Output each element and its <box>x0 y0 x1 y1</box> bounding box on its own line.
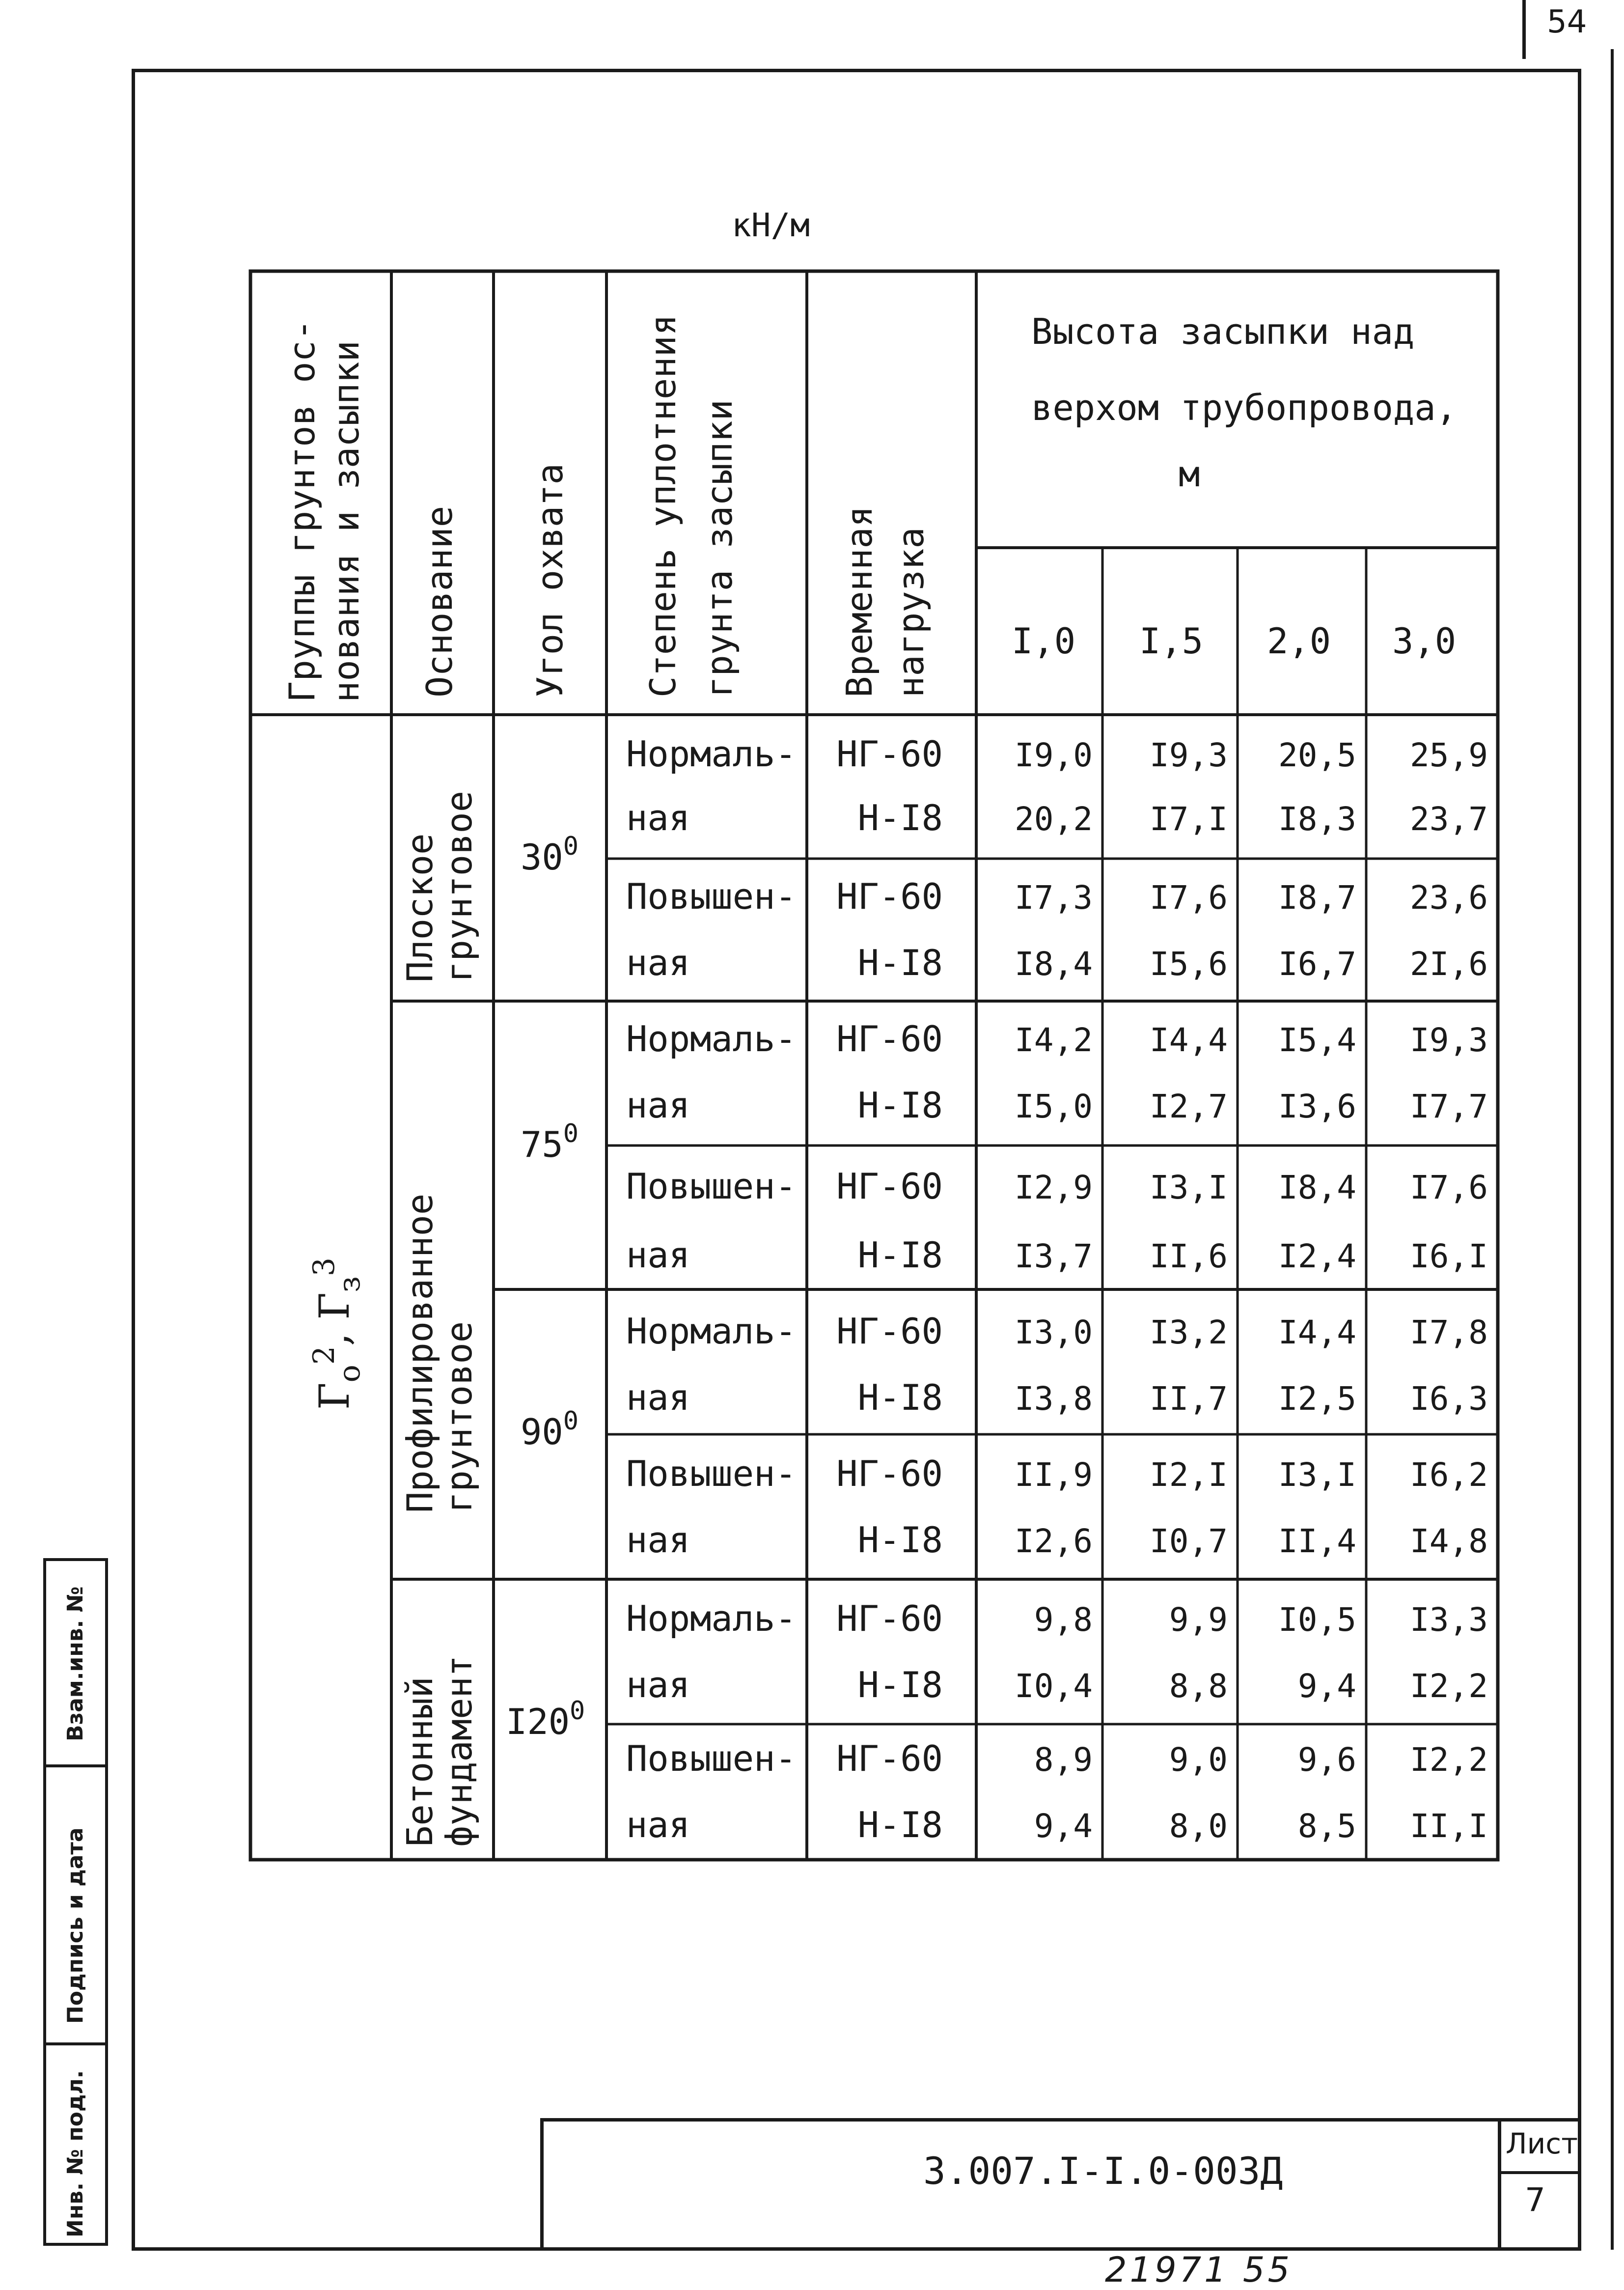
load-label: Н-I8 <box>857 1234 943 1276</box>
load-label: Н-I8 <box>857 797 943 838</box>
table-cell: I5,4 <box>1278 1021 1356 1059</box>
table-cell: II,9 <box>1015 1456 1093 1494</box>
table-cell: I0,5 <box>1278 1601 1356 1639</box>
table-cell: II,7 <box>1150 1380 1228 1418</box>
handwritten-note: 21971 55 <box>1105 2250 1293 2290</box>
load-label: НГ-60 <box>836 1166 943 1207</box>
table-cell: I3,6 <box>1278 1088 1356 1125</box>
table-cell: I4,4 <box>1278 1313 1356 1351</box>
compaction-label: Повышен- <box>626 1738 797 1779</box>
compaction-label: ная <box>626 1377 690 1418</box>
table-cell: I2,4 <box>1278 1237 1356 1275</box>
table-cell: I7,7 <box>1410 1088 1488 1125</box>
load-label: Н-I8 <box>857 1085 943 1126</box>
table-cell: I0,7 <box>1150 1522 1228 1560</box>
table-cell: 23,6 <box>1410 879 1488 917</box>
table-cell: I8,4 <box>1278 1169 1356 1206</box>
table-cell: I3,8 <box>1015 1380 1093 1418</box>
table-cell: I3,3 <box>1410 1601 1488 1639</box>
table-cell: 9,0 <box>1169 1741 1228 1779</box>
header-base: Основание <box>419 505 460 698</box>
table-cell: I7,3 <box>1015 879 1093 917</box>
table-cell: I3,2 <box>1150 1313 1228 1351</box>
table-cell: 9,8 <box>1034 1601 1093 1639</box>
compaction-label: ная <box>626 797 690 838</box>
table-cell: I4,4 <box>1150 1021 1228 1059</box>
base-concrete-line1: Бетонный <box>399 1676 440 1847</box>
compaction-label: ная <box>626 1804 690 1845</box>
table-cell: I8,7 <box>1278 879 1356 917</box>
height-col-4: 3,0 <box>1392 620 1457 662</box>
table-cell: I2,2 <box>1410 1741 1488 1779</box>
compaction-label: Повышен- <box>626 1453 797 1494</box>
sheet-label: Лист <box>1506 2127 1578 2160</box>
table-cell: 9,4 <box>1034 1807 1093 1845</box>
load-label: НГ-60 <box>836 1453 943 1494</box>
load-label: Н-I8 <box>857 942 943 983</box>
load-label: НГ-60 <box>836 1311 943 1352</box>
compaction-label: Повышен- <box>626 876 797 917</box>
table-cell: I2,6 <box>1015 1522 1093 1560</box>
table-cell: 20,2 <box>1015 800 1093 838</box>
compaction-label: ная <box>626 1085 690 1126</box>
angle-75: $75^0$ <box>521 1119 579 1165</box>
soil-group-label: $Г_о^2$, $Г_з^3$ <box>307 1257 367 1410</box>
table-cell: I6,2 <box>1410 1456 1488 1494</box>
base-flat-line2: грунтовое <box>439 790 480 982</box>
header-groups-line2: нования и засыпки <box>326 340 367 702</box>
height-col-2: I,5 <box>1139 620 1204 662</box>
table-cell: 9,9 <box>1169 1601 1228 1639</box>
units-label: кН/м <box>732 206 810 244</box>
height-col-1: I,0 <box>1012 620 1076 662</box>
strip-divider <box>43 2042 108 2045</box>
table-cell: I2,5 <box>1278 1380 1356 1418</box>
table-cell: 23,7 <box>1410 800 1488 838</box>
page-number: 54 <box>1547 4 1587 40</box>
table-cell: 9,4 <box>1297 1667 1356 1705</box>
table-cell: I2,2 <box>1410 1667 1488 1705</box>
angle-90: $90^0$ <box>521 1406 579 1452</box>
table-cell: II,6 <box>1150 1237 1228 1275</box>
table-cell: 8,8 <box>1169 1667 1228 1705</box>
load-label: НГ-60 <box>836 1738 943 1779</box>
table-cell: I9,3 <box>1150 736 1228 774</box>
load-label: Н-I8 <box>857 1519 943 1561</box>
table-cell: I3,7 <box>1015 1237 1093 1275</box>
table-cell: 25,9 <box>1410 736 1488 774</box>
height-col-3: 2,0 <box>1267 620 1331 662</box>
load-label: Н-I8 <box>857 1804 943 1845</box>
table-cell: I7,I <box>1150 800 1228 838</box>
table-cell: I6,7 <box>1278 945 1356 983</box>
table-cell: I3,I <box>1150 1169 1228 1206</box>
base-flat-line1: Плоское <box>399 833 440 982</box>
base-profiled-line1: Профилированное <box>399 1193 440 1513</box>
table-cell: 2I,6 <box>1410 945 1488 983</box>
compaction-label: Нормаль- <box>626 1311 797 1352</box>
table-cell: I8,3 <box>1278 800 1356 838</box>
table-cell: I2,I <box>1150 1456 1228 1494</box>
table-cell: 9,6 <box>1297 1741 1356 1779</box>
table-cell: I4,8 <box>1410 1522 1488 1560</box>
table-cell: 8,0 <box>1169 1807 1228 1845</box>
compaction-label: Нормаль- <box>626 1018 797 1060</box>
strip-divider <box>43 1764 108 1767</box>
sheet-number: 7 <box>1525 2181 1545 2219</box>
table-cell: I8,4 <box>1015 945 1093 983</box>
header-load-line2: нагрузка <box>890 527 932 698</box>
angle-120: $I20^0$ <box>506 1696 585 1742</box>
compaction-label: ная <box>626 1519 690 1561</box>
header-compaction-line2: грунта засыпки <box>699 399 740 698</box>
table-cell: I2,9 <box>1015 1169 1093 1206</box>
load-label: Н-I8 <box>857 1377 943 1418</box>
document-number: 3.007.I-I.0-003Д <box>923 2149 1283 2193</box>
load-label: НГ-60 <box>836 733 943 775</box>
base-concrete-line2: фундамент <box>439 1655 480 1847</box>
base-profiled-line2: грунтовое <box>439 1321 480 1513</box>
table-cell: I3,I <box>1278 1456 1356 1494</box>
angle-30: $30^0$ <box>521 832 579 878</box>
table-cell: II,I <box>1410 1807 1488 1845</box>
table-cell: I5,0 <box>1015 1088 1093 1125</box>
table-cell: I9,3 <box>1410 1021 1488 1059</box>
title-block-divider <box>1498 2118 1501 2251</box>
strip-label-replacement: Взам.инв. № <box>63 1586 88 1741</box>
table-cell: 8,9 <box>1034 1741 1093 1779</box>
table-cell: II,4 <box>1278 1522 1356 1560</box>
compaction-label: ная <box>626 942 690 983</box>
table-cell: I2,7 <box>1150 1088 1228 1125</box>
table-cell: I6,3 <box>1410 1380 1488 1418</box>
header-groups-line1: Группы грунтов ос- <box>281 319 323 702</box>
load-label: НГ-60 <box>836 876 943 917</box>
table-cell: I7,6 <box>1150 879 1228 917</box>
table-cell: I5,6 <box>1150 945 1228 983</box>
table-cell: I0,4 <box>1015 1667 1093 1705</box>
table-cell: I7,8 <box>1410 1313 1488 1351</box>
header-height-line1: Высота засыпки над <box>1031 311 1415 352</box>
load-label: НГ-60 <box>836 1018 943 1060</box>
header-height-line2: верхом трубопровода, <box>1031 387 1457 428</box>
strip-label-signature: Подпись и дата <box>63 1827 88 2024</box>
table-cell: 20,5 <box>1278 736 1356 774</box>
compaction-label: Повышен- <box>626 1166 797 1207</box>
strip-label-inventory: Инв. № подл. <box>63 2070 88 2237</box>
header-load-line1: Временная <box>839 505 880 698</box>
title-block-divider <box>1498 2171 1581 2174</box>
table-cell: 8,5 <box>1297 1807 1356 1845</box>
table-cell: I9,0 <box>1015 736 1093 774</box>
compaction-label: ная <box>626 1234 690 1276</box>
load-label: НГ-60 <box>836 1598 943 1639</box>
header-angle: Угол охвата <box>529 463 571 698</box>
header-compaction-line1: Степень уплотнения <box>642 314 684 698</box>
compaction-label: ная <box>626 1664 690 1705</box>
table-cell: I3,0 <box>1015 1313 1093 1351</box>
compaction-label: Нормаль- <box>626 1598 797 1639</box>
table-cell: I6,I <box>1410 1237 1488 1275</box>
load-label: Н-I8 <box>857 1664 943 1705</box>
table-cell: I7,6 <box>1410 1169 1488 1206</box>
table-cell: I4,2 <box>1015 1021 1093 1059</box>
compaction-label: Нормаль- <box>626 733 797 775</box>
header-height-line3: м <box>1179 453 1200 495</box>
